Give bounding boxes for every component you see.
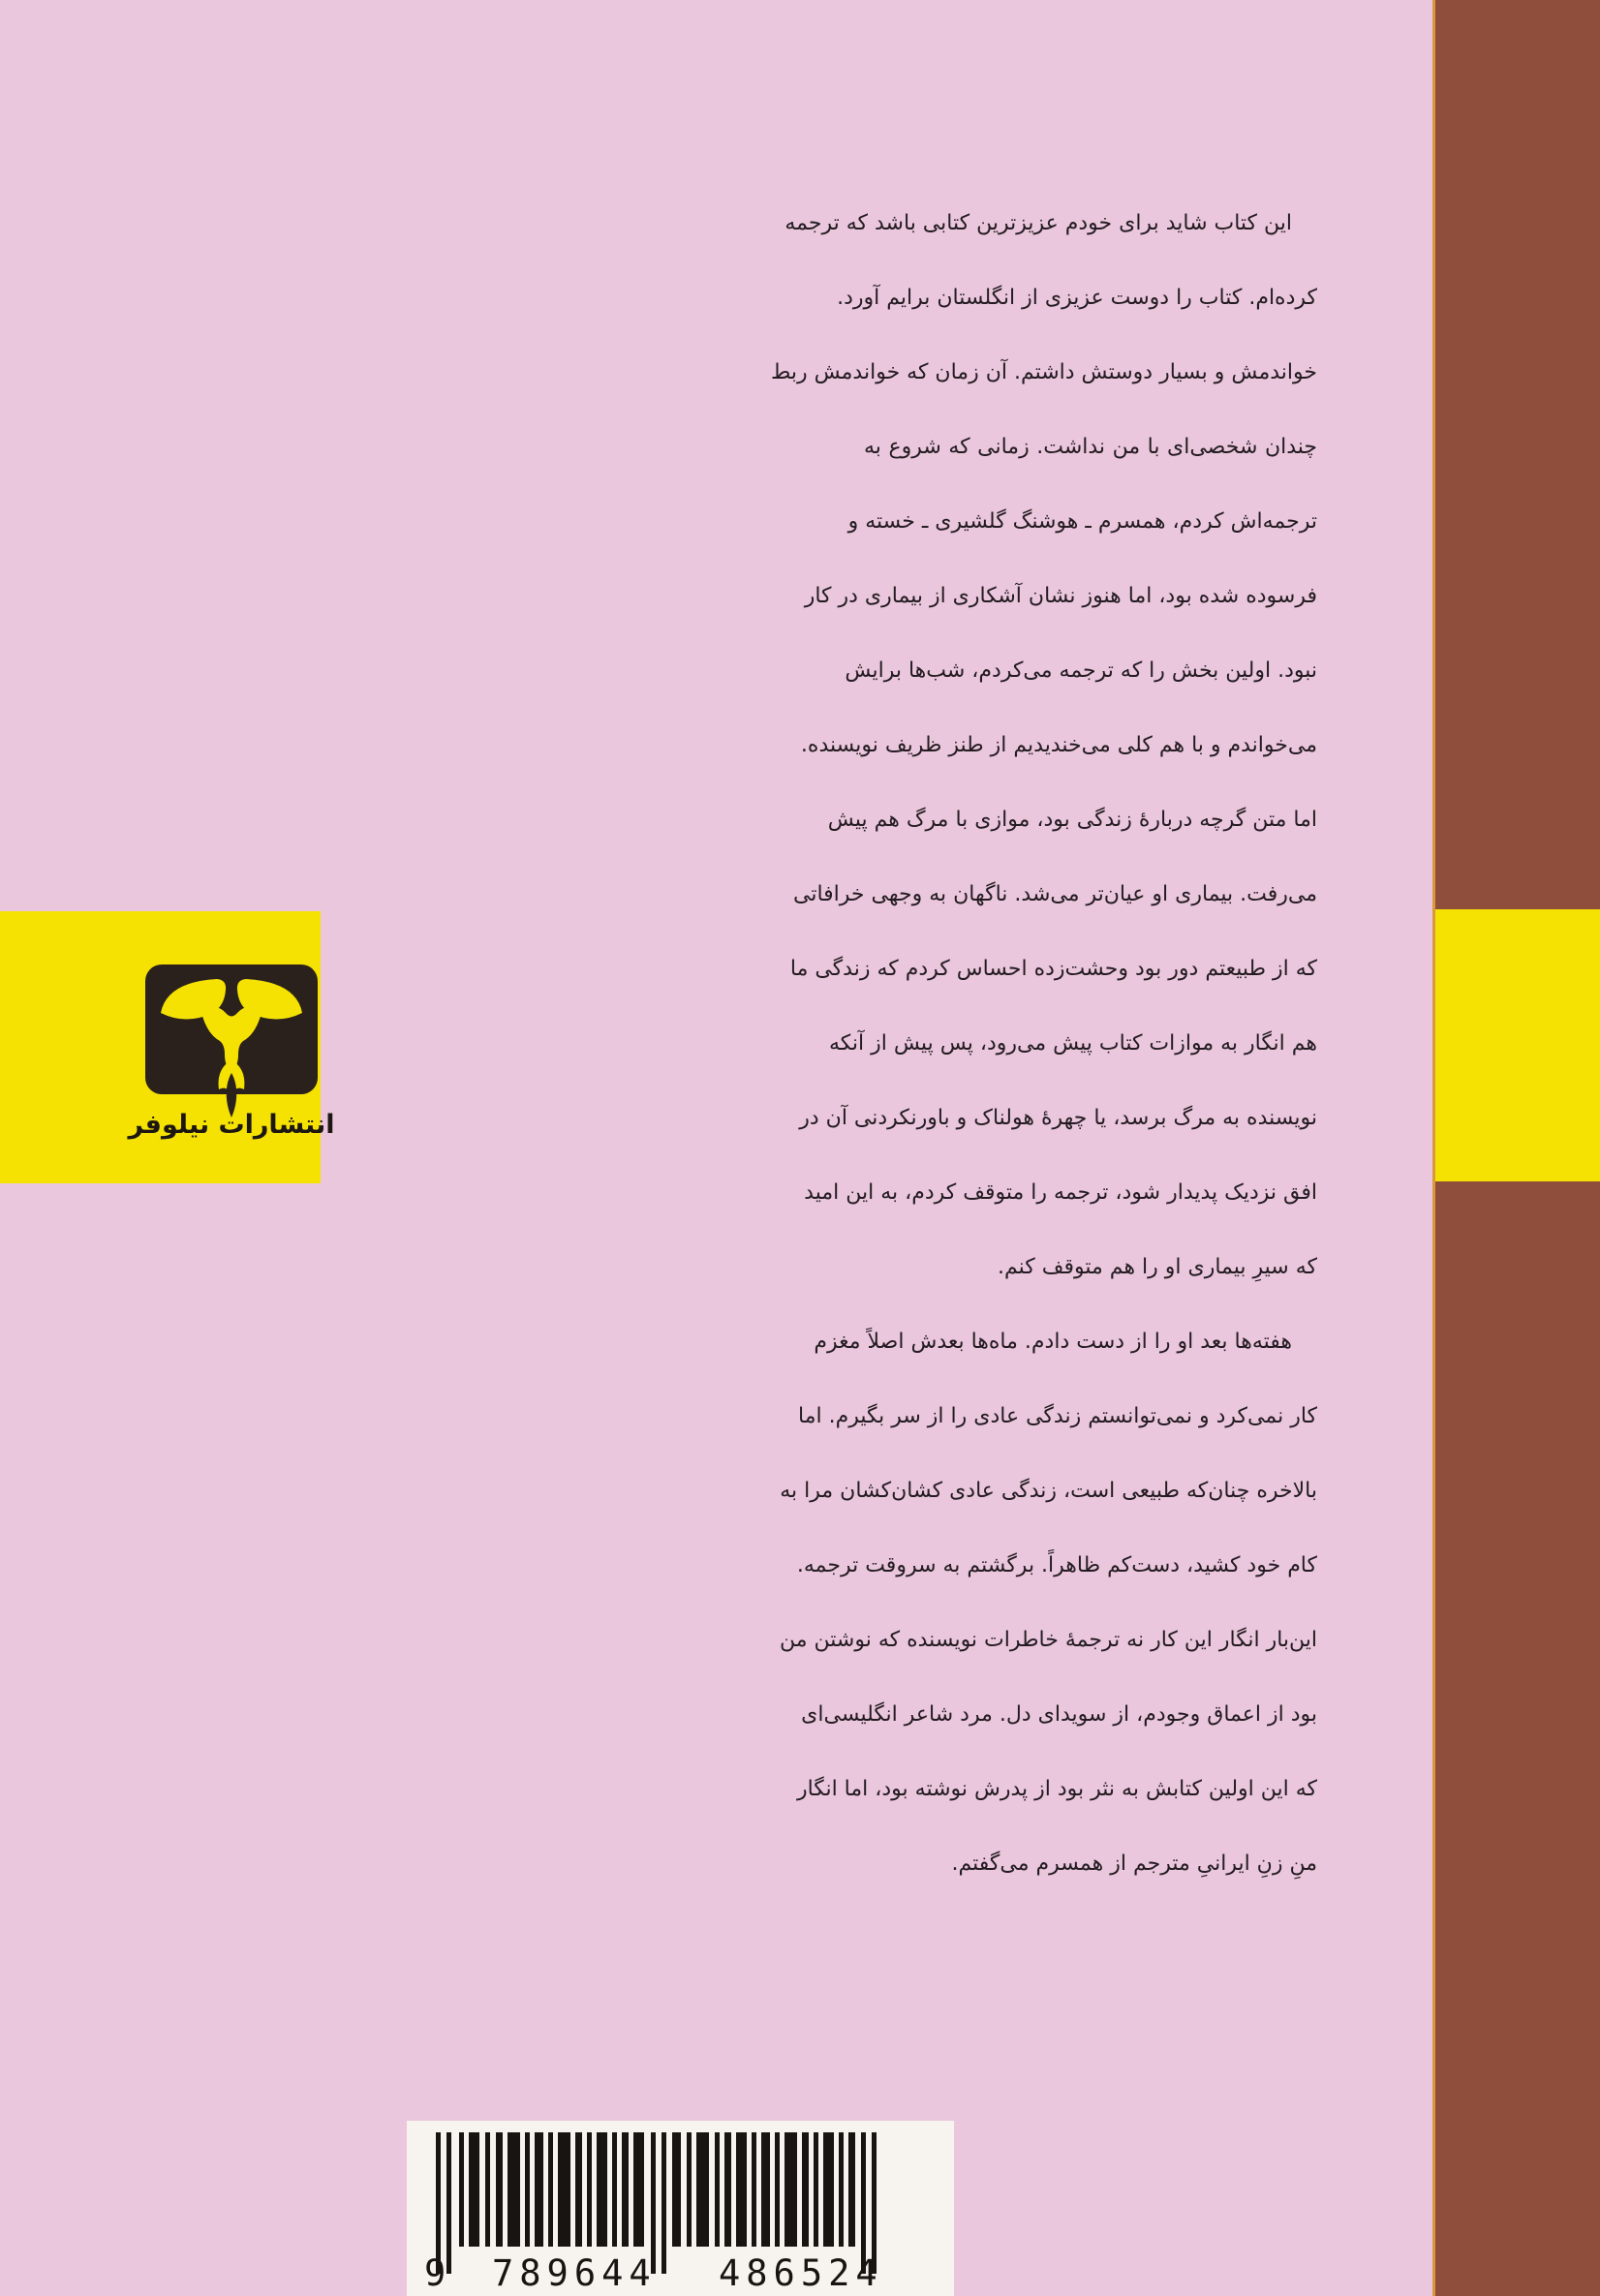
- blurb-line: نبود. اولین بخش را که ترجمه می‌کردم، شب‌ها برایش: [845, 658, 1317, 683]
- blurb-line: کرده‌ام. کتاب را دوست عزیزی از انگلستان برایم آورد.: [837, 286, 1317, 310]
- blurb-line: نویسنده به مرگ برسد، یا چهرهٔ هولناک و باورنکردنی آن در: [799, 1106, 1317, 1130]
- publisher-logo: [145, 964, 318, 1119]
- blurb-line: افق نزدیک پدیدار شود، ترجمه را متوقف کردم، به این امید: [804, 1180, 1317, 1205]
- blurb-line: می‌رفت. بیماری او عیان‌تر می‌شد. ناگهان به وجهی خرافاتی: [793, 882, 1317, 906]
- blurb-line: این‌بار انگار این کار نه ترجمهٔ خاطرات نویسنده که نوشتن من: [780, 1628, 1317, 1652]
- blurb-line: چندان شخصی‌ای با من نداشت. زمانی که شروع به: [864, 435, 1317, 459]
- blurb-line: فرسوده شده بود، اما هنوز نشان آشکاری از بیماری در کار: [804, 584, 1317, 608]
- blurb-line: که از طبیعتم دور بود وحشت‌زده احساس کردم که زندگی ما: [789, 957, 1317, 981]
- blurb-line: اما متن گرچه دربارهٔ زندگی بود، موازی با مرگ هم پیش: [827, 808, 1317, 832]
- blurb-line: این کتاب شاید برای خودم عزیزترین کتابی باشد که ترجمه: [785, 211, 1292, 235]
- blurb-line: کام خود کشید، دست‌کم ظاهراً. برگشتم به سروقت ترجمه.: [796, 1553, 1317, 1577]
- blurb-line: بود از اعماق وجودم، از سویدای دل. مرد شاعر انگلیسی‌ای: [801, 1702, 1317, 1727]
- blurb-line: خواندمش و بسیار دوستش داشتم. آن زمان که خواندمش ربط: [770, 360, 1317, 384]
- blurb-line: ترجمه‌اش کردم، همسرم ـ هوشنگ گلشیری ـ خسته و: [847, 509, 1317, 534]
- isbn-digit-group1: 789644: [492, 2252, 657, 2294]
- blurb-line: که سیرِ بیماری او را هم متوقف کنم.: [998, 1255, 1317, 1279]
- isbn-barcode: [407, 2121, 954, 2296]
- blurb-line: می‌خواندم و با هم کلی می‌خندیدیم از طنز ظریف نویسنده.: [800, 733, 1317, 757]
- blurb-text: [770, 186, 1317, 1901]
- isbn-digit-prefix: 9: [424, 2252, 446, 2294]
- blurb-line: کار نمی‌کرد و نمی‌توانستم زندگی عادی را از سر بگیرم. اما: [797, 1404, 1317, 1428]
- publisher-name: انتشارات نیلوفر: [128, 1110, 335, 1140]
- blurb-line: که این اولین کتابش به نثر بود از پدرش نوشته بود، اما انگار: [796, 1777, 1317, 1801]
- isbn-digit-group2: 486524: [719, 2252, 883, 2294]
- yellow-band-right: [1435, 909, 1600, 1181]
- blurb-line: هفته‌ها بعد او را از دست دادم. ماه‌ها بعدش اصلاً مغزم: [814, 1330, 1292, 1354]
- blurb-line: منِ زنِ ایرانیِ مترجم از همسرم می‌گفتم.: [951, 1852, 1317, 1876]
- blurb-line: هم انگار به موازات کتاب پیش می‌رود، پس پیش از آنکه: [828, 1031, 1317, 1056]
- waterlily-logo-icon: [145, 964, 318, 1119]
- blurb-line: بالاخره چنان‌که طبیعی است، زندگی عادی کشان‌کشان مرا به: [780, 1479, 1317, 1503]
